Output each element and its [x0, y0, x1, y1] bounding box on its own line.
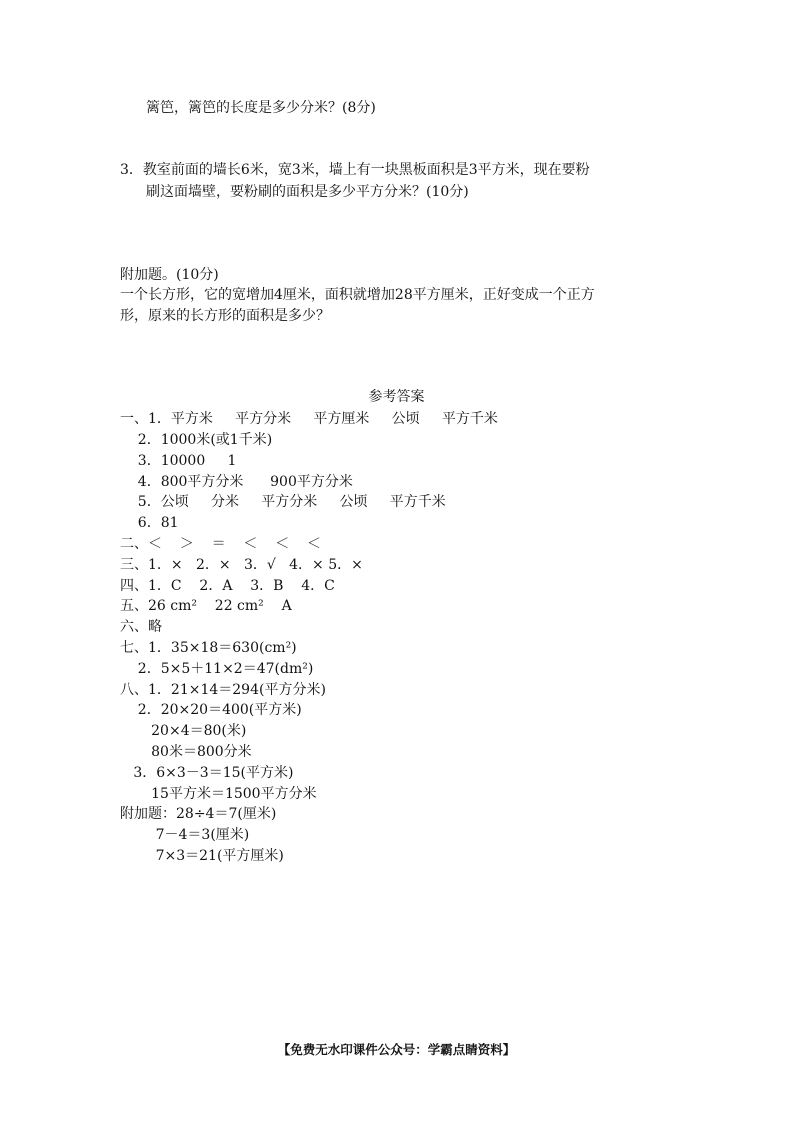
bonus-heading: 附加题。(10分): [120, 267, 219, 283]
answer-key-title: 参考答案: [368, 389, 425, 405]
answer-line: 15平方米＝1500平方分米: [120, 786, 317, 802]
answer-line: 2．1000米(或1千米): [120, 432, 273, 448]
answer-line: 一、1．平方米 平方分米 平方厘米 公顷 平方千米: [120, 411, 498, 427]
answer-line: 80米＝800分米: [120, 744, 252, 760]
bonus-line-1: 一个长方形，它的宽增加4厘米，面积就增加28平方厘米，正好变成一个正方: [120, 287, 595, 303]
footer-note: 【免费无水印课件公众号：学霸点睛资料】: [277, 1042, 516, 1057]
answer-line: 4．800平方分米 900平方分米: [120, 474, 353, 490]
question-3-line-2: 刷这面墙壁，要粉刷的面积是多少平方分米？(10分): [146, 184, 469, 200]
answer-line: 2．20×20＝400(平方米): [120, 702, 302, 718]
answer-line: 3．6×3－3＝15(平方米): [120, 765, 294, 781]
answer-line: 八、1．21×14＝294(平方分米): [120, 682, 326, 698]
answer-line: 四、1．C 2．A 3．B 4．C: [120, 578, 335, 594]
question-3-line-1: 3．教室前面的墙长6米，宽3米，墙上有一块黑板面积是3平方米，现在要粉: [120, 162, 590, 178]
answer-line: 7×3＝21(平方厘米): [120, 848, 284, 864]
answer-line: 2．5×5＋11×2＝47(dm²): [120, 661, 314, 677]
answer-line: 五、26 cm² 22 cm² A: [120, 598, 292, 614]
answer-line: 3．10000 1: [120, 453, 237, 469]
answer-line: 二、＜ ＞ ＝ ＜ ＜ ＜: [120, 536, 322, 552]
answer-line: 5．公顷 分米 平方分米 公顷 平方千米: [120, 494, 446, 510]
answer-line: 附加题：28÷4＝7(厘米): [120, 806, 277, 822]
question-2-tail: 篱笆，篱笆的长度是多少分米？(8分): [146, 100, 376, 116]
answer-line: 六、略: [120, 619, 162, 635]
answer-line: 七、1．35×18＝630(cm²): [120, 640, 297, 656]
answer-line: 6．81: [120, 515, 179, 531]
answer-line: 20×4＝80(米): [120, 723, 247, 739]
bonus-line-2: 形，原来的长方形的面积是多少？: [120, 308, 330, 324]
answer-line: 7－4＝3(厘米): [120, 827, 250, 843]
answer-line: 三、1．× 2．× 3．√ 4．× 5．×: [120, 557, 363, 573]
